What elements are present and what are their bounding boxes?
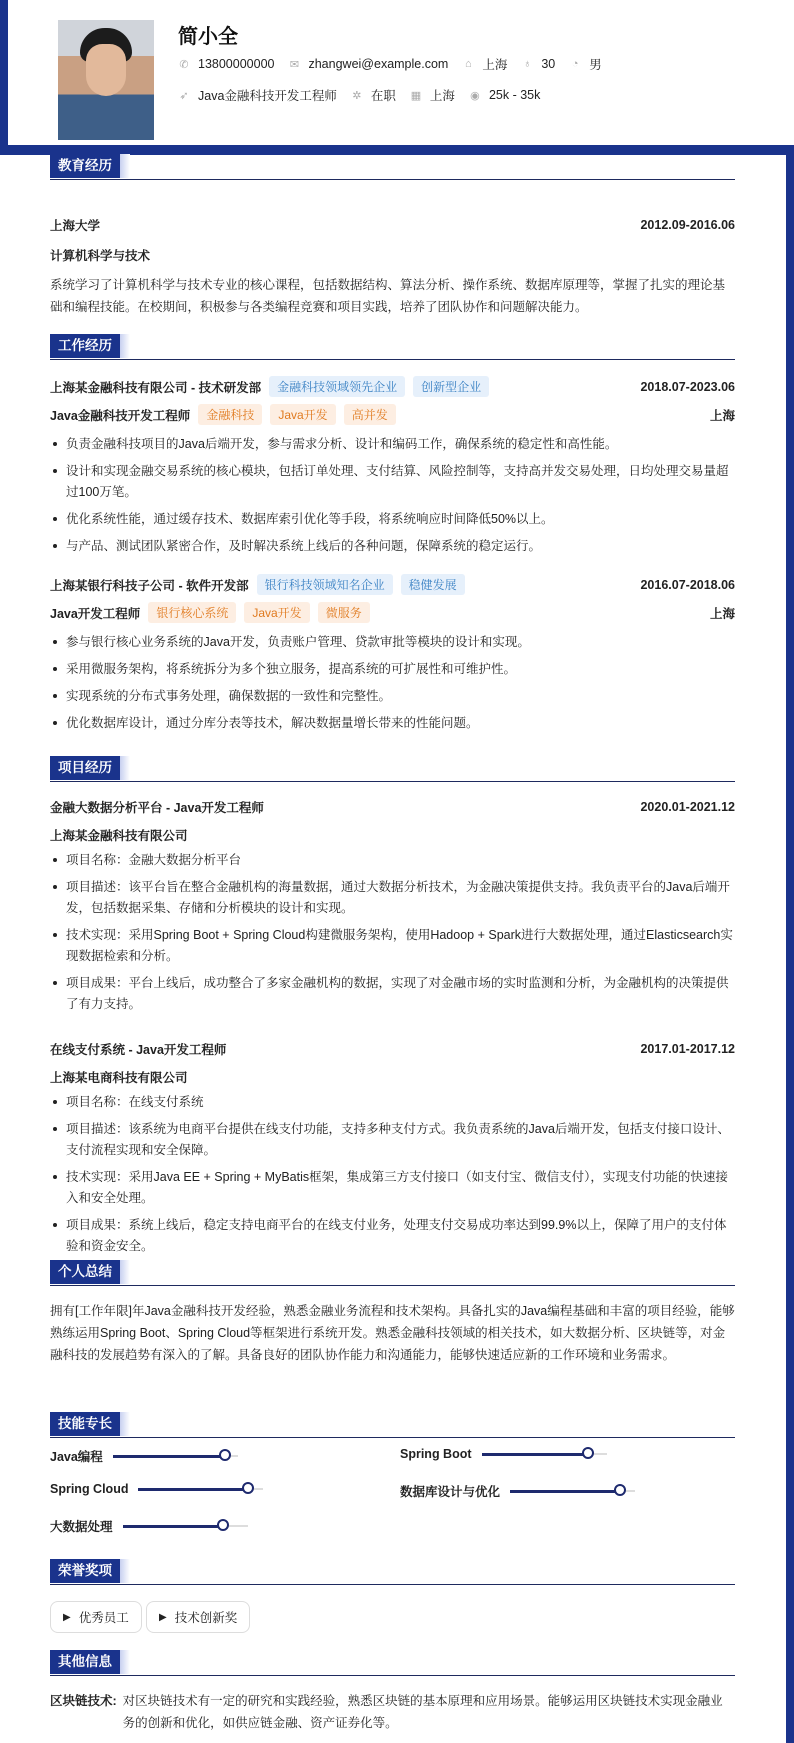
project-title: 在线支付系统 - Java开发工程师 (50, 1043, 227, 1057)
work-bullets (50, 434, 735, 563)
project-title: 金融大数据分析平台 - Java开发工程师 (50, 801, 264, 815)
project-date: 2017.01-2017.12 (640, 1042, 735, 1056)
role-tag: 银行核心系统 (148, 602, 236, 623)
triangle-icon: ▶ (63, 1611, 71, 1623)
building-icon: ▦ (410, 89, 422, 102)
home-icon: ⌂ (465, 58, 472, 70)
skill-bar (123, 1525, 248, 1527)
award-item: ▶ 优秀员工 (50, 1601, 142, 1633)
section-work: 工作经历 (50, 334, 735, 360)
company-tag: 创新型企业 (413, 376, 489, 397)
company: 上海某金融科技有限公司 - 技术研发部 (50, 380, 262, 395)
bullet-item: 参与银行核心业务系统的Java开发，负责账户管理、贷款审批等模块的设计和实现。 (50, 632, 735, 653)
bullet-item: 负责金融科技项目的Java后端开发，参与需求分析、设计和编码工作，确保系统的稳定性和高性能。 (50, 434, 735, 455)
gender: 男 (589, 58, 602, 72)
project-company (50, 826, 735, 844)
salary: 25k - 35k (488, 88, 541, 102)
section-education: 教育经历 (50, 154, 735, 180)
skill-name: Spring Cloud (50, 1482, 129, 1496)
summary-text: 拥有[工作年限]年Java金融科技开发经验，熟悉金融业务流程和技术架构。具备扎实的Java编程基础和丰富的项目经验，能够熟练运用Spring Boot、Spring Cloud等框架进行系统开发。熟悉金融科技领域的相关技术，如大数据分析、区块链等，对金融科技的发展趋势有深入的了解。具备良好的团队协作能力和沟通能力，能够快速适应新的工作环境和业务需求。 (50, 1304, 735, 1362)
phone-icon: ✆ (179, 58, 189, 71)
skill-fill (123, 1525, 223, 1528)
skill-bar (482, 1453, 607, 1455)
school: 上海大学 (50, 219, 101, 233)
company-tag: 银行科技领域知名企业 (257, 574, 393, 595)
age: 30 (541, 57, 556, 71)
bullet-item: 采用微服务架构，将系统拆分为多个独立服务，提高系统的可扩展性和可维护性。 (50, 659, 735, 680)
job-intent-row (178, 86, 554, 104)
avatar (58, 20, 154, 140)
gender-icon: ◔ (571, 58, 579, 70)
major: 计算机科学与技术 (50, 249, 151, 263)
skill-name: Spring Boot (400, 1447, 472, 1461)
bullet-item: 与产品、测试团队紧密合作，及时解决系统上线后的各种问题，保障系统的稳定运行。 (50, 536, 735, 557)
section-other: 其他信息 (50, 1650, 735, 1676)
skill-item (50, 1482, 263, 1496)
bullet-item: 优化数据库设计，通过分库分表等技术，解决数据量增长带来的性能问题。 (50, 713, 735, 734)
bullet-item: 技术实现：采用Java EE + Spring + MyBatis框架，集成第三方支付接口（如支付宝、微信支付），实现支付功能的快速接入和安全处理。 (50, 1167, 735, 1209)
skill-name: Java编程 (50, 1450, 103, 1464)
skill-thumb (242, 1482, 254, 1494)
bullet-item: 技术实现：采用Spring Boot + Spring Cloud构建微服务架构，使用Hadoop + Spark进行大数据处理，通过Elasticsearch实现数据检索和分析。 (50, 925, 735, 967)
company: 上海某银行科技子公司 - 软件开发部 (50, 578, 249, 593)
skill-bar (113, 1455, 238, 1457)
work-role-row (50, 602, 735, 623)
work-date: 2016.07-2018.06 (640, 577, 735, 592)
bullet-item: 设计和实现金融交易系统的核心模块，包括订单处理、支付结算、风险控制等，支持高并发交易处理，日均处理交易量超过100万笔。 (50, 461, 735, 503)
skill-item (50, 1517, 248, 1535)
work-role-row (50, 404, 735, 425)
bullet-item: 项目成果：平台上线后，成功整合了多家金融机构的数据，实现了对金融市场的实时监测和分析，为金融机构的决策提供了有力支持。 (50, 973, 735, 1015)
project-bullets (50, 1092, 735, 1263)
role: Java开发工程师 (50, 606, 141, 621)
skill-thumb (614, 1484, 626, 1496)
role-tag: 金融科技 (198, 404, 262, 425)
work-bullets (50, 632, 735, 740)
send-icon: ➶ (179, 89, 189, 102)
skill-item (400, 1447, 607, 1461)
section-summary: 个人总结 (50, 1260, 735, 1286)
bullet-item: 项目名称：金融大数据分析平台 (50, 850, 735, 871)
section-awards: 荣誉奖项 (50, 1559, 735, 1585)
company-tag: 金融科技领域领先企业 (269, 376, 405, 397)
bullet-item: 优化系统性能，通过缓存技术、数据库索引优化等手段，将系统响应时间降低50%以上。 (50, 509, 735, 530)
bullet-item: 项目名称：在线支付系统 (50, 1092, 735, 1113)
work-company-row (50, 574, 735, 595)
skill-name: 大数据处理 (50, 1520, 113, 1534)
position: Java金融科技开发工程师 (198, 89, 337, 103)
bullet-item: 项目成果：系统上线后，稳定支持电商平台的在线支付业务，处理支付交易成功率达到99.9%以上，保障了用户的支付体验和资金安全。 (50, 1215, 735, 1257)
work-location: 上海 (709, 408, 735, 423)
skill-thumb (217, 1519, 229, 1531)
cake-icon: ♁ (523, 58, 532, 70)
mail-icon: ✉ (289, 58, 300, 71)
candidate-name: 简小全 (178, 26, 238, 48)
skill-thumb (219, 1449, 231, 1461)
company-tag: 稳健发展 (401, 574, 465, 595)
contact-row (178, 55, 616, 73)
work-date: 2018.07-2023.06 (640, 379, 735, 394)
status: 在职 (370, 89, 396, 103)
project-company (50, 1068, 735, 1086)
award-item: ▶ 技术创新奖 (146, 1601, 250, 1633)
bullet-item: 实现系统的分布式事务处理，确保数据的一致性和完整性。 (50, 686, 735, 707)
skill-bar (138, 1488, 263, 1490)
skill-item (50, 1447, 238, 1465)
skill-thumb (582, 1447, 594, 1459)
role-tag: Java开发 (244, 602, 309, 623)
skill-item (400, 1482, 635, 1500)
project-title-row (50, 1040, 735, 1058)
role-tag: Java开发 (270, 404, 335, 425)
skill-fill (482, 1453, 588, 1456)
bullet-item: 项目描述：该平台旨在整合金融机构的海量数据，通过大数据分析技术，为金融决策提供支持。我负责平台的Java后端开发，包括数据采集、存储和分析模块的设计和实现。 (50, 877, 735, 919)
project-bullets (50, 850, 735, 1021)
project-company-name: 上海某金融科技有限公司 (50, 829, 188, 843)
skill-fill (510, 1490, 620, 1493)
education-desc: 系统学习了计算机科学与技术专业的核心课程，包括数据结构、算法分析、操作系统、数据库原理等，掌握了扎实的理论基础和编程技能。在校期间，积极参与各类编程竞赛和项目实践，培养了团队协作和问题解决能力。 (50, 278, 726, 314)
work-company-row (50, 376, 735, 397)
profile-header (0, 0, 794, 155)
phone: 13800000000 (198, 57, 275, 71)
salary-icon: ◉ (470, 89, 480, 102)
section-projects: 项目经历 (50, 756, 735, 782)
skill-fill (138, 1488, 248, 1491)
project-date: 2020.01-2021.12 (640, 800, 735, 814)
city: 上海 (482, 58, 508, 72)
status-icon: ✲ (352, 89, 362, 102)
triangle-icon: ▶ (159, 1611, 167, 1623)
email: zhangwei@example.com (308, 57, 449, 71)
education-row (50, 216, 735, 234)
other-item: 区块链技术: 对区块链技术有一定的研究和实践经验，熟悉区块链的基本原理和应用场景。能够运用区块链技术实现金融业务的创新和优化，如供应链金融、资产证券化等。 (50, 1694, 723, 1730)
work-location: 上海 (709, 606, 735, 621)
edu-date: 2012.09-2016.06 (640, 218, 735, 232)
role: Java金融科技开发工程师 (50, 408, 191, 423)
section-skills: 技能专长 (50, 1412, 735, 1438)
project-title-row (50, 798, 735, 816)
bullet-item: 项目描述：该系统为电商平台提供在线支付功能，支持多种支付方式。我负责系统的Java后端开发，包括支付接口设计、支付流程实现和安全保障。 (50, 1119, 735, 1161)
role-tag: 高并发 (344, 404, 396, 425)
role-tag: 微服务 (318, 602, 370, 623)
skill-bar (510, 1490, 635, 1492)
target-city: 上海 (429, 89, 455, 103)
project-company-name: 上海某电商科技有限公司 (50, 1071, 188, 1085)
skill-name: 数据库设计与优化 (400, 1485, 501, 1499)
skill-fill (113, 1455, 226, 1458)
